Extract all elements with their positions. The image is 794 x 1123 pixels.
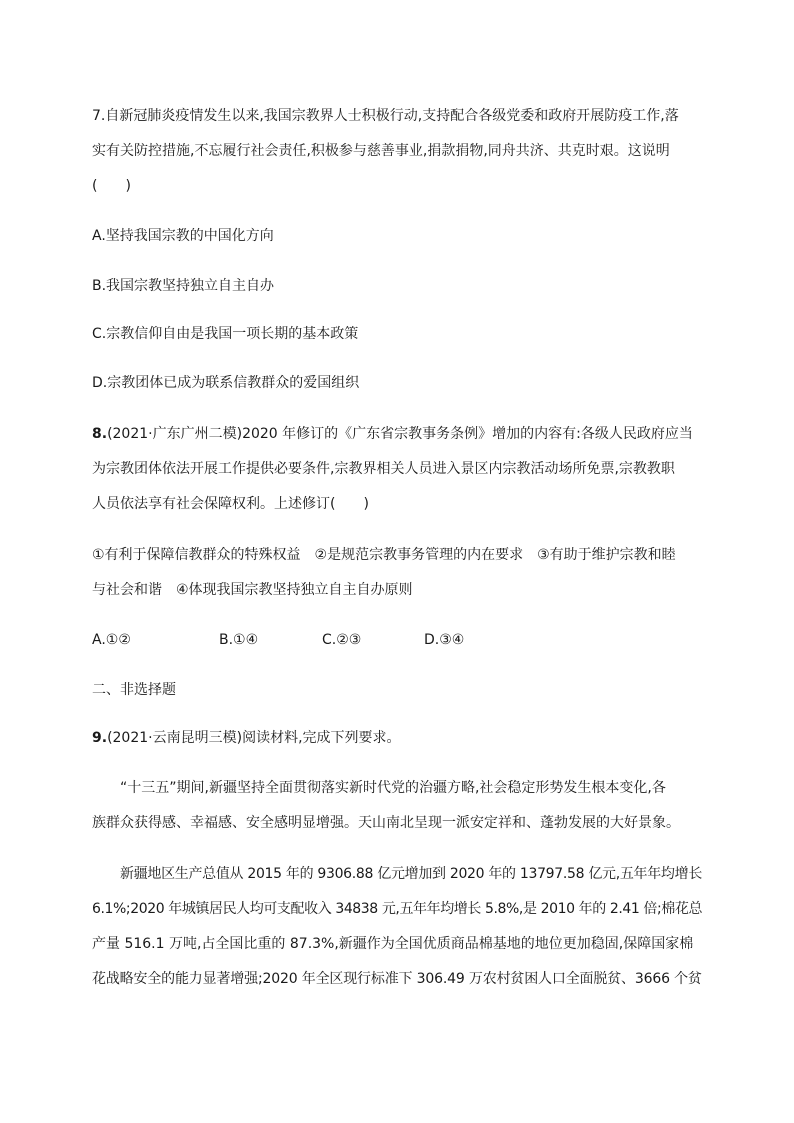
- q7-option-b: B.我国宗教坚持独立自主自办: [92, 278, 275, 294]
- section-title: 二、非选择题: [92, 682, 176, 698]
- q8-option-b: B.①④: [219, 632, 259, 648]
- q9-material-para2-line-4: 花战略安全的能力显著增强;2020 年全区现行标准下 306.49 万农村贫困人口全面脱贫、3666 个贫: [92, 971, 702, 987]
- q8-line-1: [92, 424, 693, 444]
- q7-line-2: 实有关防控措施,不忘履行社会责任,积极参与慈善事业,捐款捐物,同舟共济、共克时艰。这说明: [92, 143, 670, 159]
- q7-option-c: C.宗教信仰自由是我国一项长期的基本政策: [92, 326, 359, 342]
- q9-line-1-text: (2021·云南昆明三模)阅读材料,完成下列要求。: [107, 730, 401, 746]
- q9-material-para2-line-1: 新疆地区生产总值从 2015 年的 9306.88 亿元增加到 2020 年的 13797.58 亿元,五年年均增长: [120, 866, 703, 882]
- q8-line-3: 人员依法享有社会保障权利。上述修订( ): [92, 496, 369, 512]
- q7-option-d: D.宗教团体已成为联系信教群众的爱国组织: [92, 375, 360, 391]
- q8-option-a: A.①②: [92, 632, 131, 648]
- q8-option-d: D.③④: [424, 632, 465, 648]
- q8-line-2: 为宗教团体依法开展工作提供必要条件,宗教界相关人员进入景区内宗教活动场所免票,宗教教职: [92, 461, 675, 477]
- q7-answer-blank: ( ): [92, 178, 131, 194]
- q8-option-c: C.②③: [322, 632, 362, 648]
- q8-number: 8.: [92, 426, 108, 442]
- q7-option-a: A.坚持我国宗教的中国化方向: [92, 228, 274, 244]
- q9-line-1: [92, 728, 401, 748]
- q9-material-para1-line-2: 族群众获得感、幸福感、安全感明显增强。天山南北呈现一派安定祥和、蓬勃发展的大好景象。: [92, 815, 680, 831]
- q9-material-para1-line-1: “十三五”期间,新疆坚持全面贯彻落实新时代党的治疆方略,社会稳定形势发生根本变化,各: [120, 780, 666, 796]
- q8-statement-line-1: ①有利于保障信教群众的特殊权益 ②是规范宗教事务管理的内在要求 ③有助于维护宗教和睦: [92, 547, 676, 563]
- q9-material-para2-line-2: 6.1%;2020 年城镇居民人均可支配收入 34838 元,五年年均增长 5.8%,是 2010 年的 2.41 倍;棉花总: [92, 901, 703, 917]
- q9-number: 9.: [92, 730, 108, 746]
- q7-line-1: 7.自新冠肺炎疫情发生以来,我国宗教界人士积极行动,支持配合各级党委和政府开展防疫工作,落: [92, 108, 679, 124]
- q9-material-para2-line-3: 产量 516.1 万吨,占全国比重的 87.3%,新疆作为全国优质商品棉基地的地位更加稳固,保障国家棉: [92, 936, 694, 952]
- q8-statement-line-2: 与社会和谐 ④体现我国宗教坚持独立自主自办原则: [92, 582, 413, 598]
- q8-line-1-text: (2021·广东广州二模)2020 年修订的《广东省宗教事务条例》增加的内容有:各级人民政府应当: [107, 426, 693, 442]
